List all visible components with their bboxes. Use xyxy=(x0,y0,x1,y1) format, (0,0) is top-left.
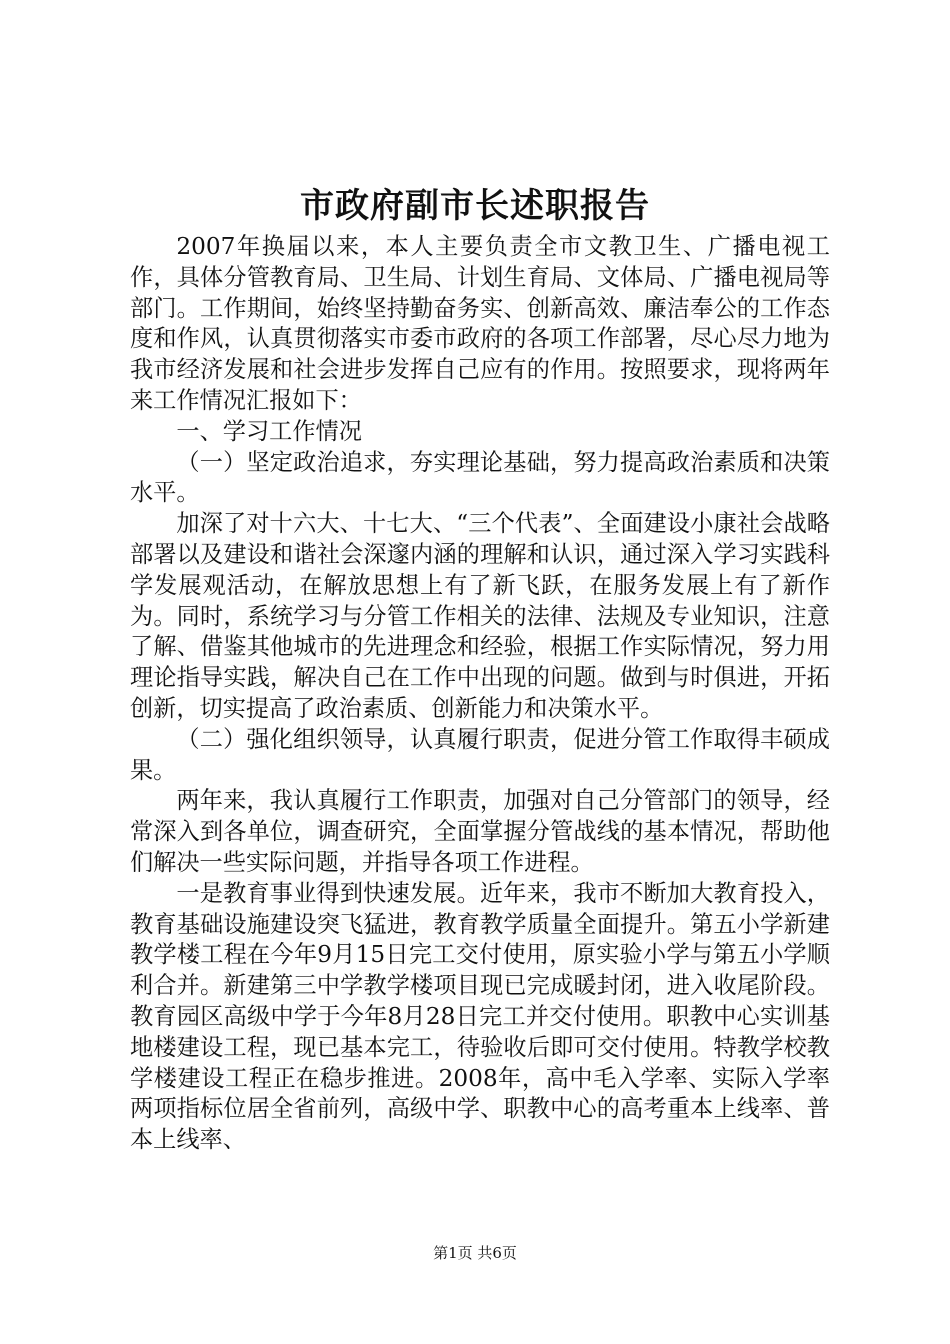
subsection-heading: （一）坚定政治追求，夯实理论基础，努力提高政治素质和决策水平。 xyxy=(130,448,830,507)
document-title: 市政府副市长述职报告 xyxy=(300,186,650,226)
section-heading: 一、学习工作情况 xyxy=(176,417,362,445)
body-paragraph: 两年来，我认真履行工作职责，加强对自己分管部门的领导，经常深入到各单位，调查研究，全面掌握分管战线的基本情况，帮助他们解决一些实际问题，并指导各项工作进程。 xyxy=(130,787,830,876)
body-paragraph: 2007年换届以来，本人主要负责全市文教卫生、广播电视工作，具体分管教育局、卫生局、计划生育局、文体局、广播电视局等部门。工作期间，始终坚持勤奋务实、创新高效、廉洁奉公的工作态度和作风，认真贯彻落实市委市政府的各项工作部署，尽心尽力地为我市经济发展和社会进步发挥自己应有的作用。按照要求，现将两年来工作情况汇报如下： xyxy=(130,233,830,414)
body-paragraph: 一是教育事业得到快速发展。近年来，我市不断加大教育投入，教育基础设施建设突飞猛进，教育教学质量全面提升。第五小学新建教学楼工程在今年9月15日完工交付使用，原实验小学与第五小学顺利合并。新建第三中学教学楼项目现已完成暖封闭，进入收尾阶段。教育园区高级中学于今年8月28日完工并交付使用。职教中心实训基地楼建设工程，现已基本完工，待验收后即可交付使用。特教学校教学楼建设工程正在稳步推进。2008年，高中毛入学率、实际入学率两项指标位居全省前列，高级中学、职教中心的高考重本上线率、普本上线率、 xyxy=(130,879,830,1154)
body-paragraph: 加深了对十六大、十七大、“三个代表”、全面建设小康社会战略部署以及建设和谐社会深邃内涵的理解和认识，通过深入学习实践科学发展观活动，在解放思想上有了新飞跃，在服务发展上有了新作为。同时，系统学习与分管工作相关的法律、法规及专业知识，注意了解、借鉴其他城市的先进理念和经验，根据工作实际情况，努力用理论指导实践，解决自己在工作中出现的问题。做到与时俱进，开拓创新，切实提高了政治素质、创新能力和决策水平。 xyxy=(130,510,830,722)
document-body xyxy=(130,232,830,1156)
page-footer: 第1页 共6页 xyxy=(433,1244,517,1262)
subsection-heading: （二）强化组织领导，认真履行职责，促进分管工作取得丰硕成果。 xyxy=(130,725,830,784)
